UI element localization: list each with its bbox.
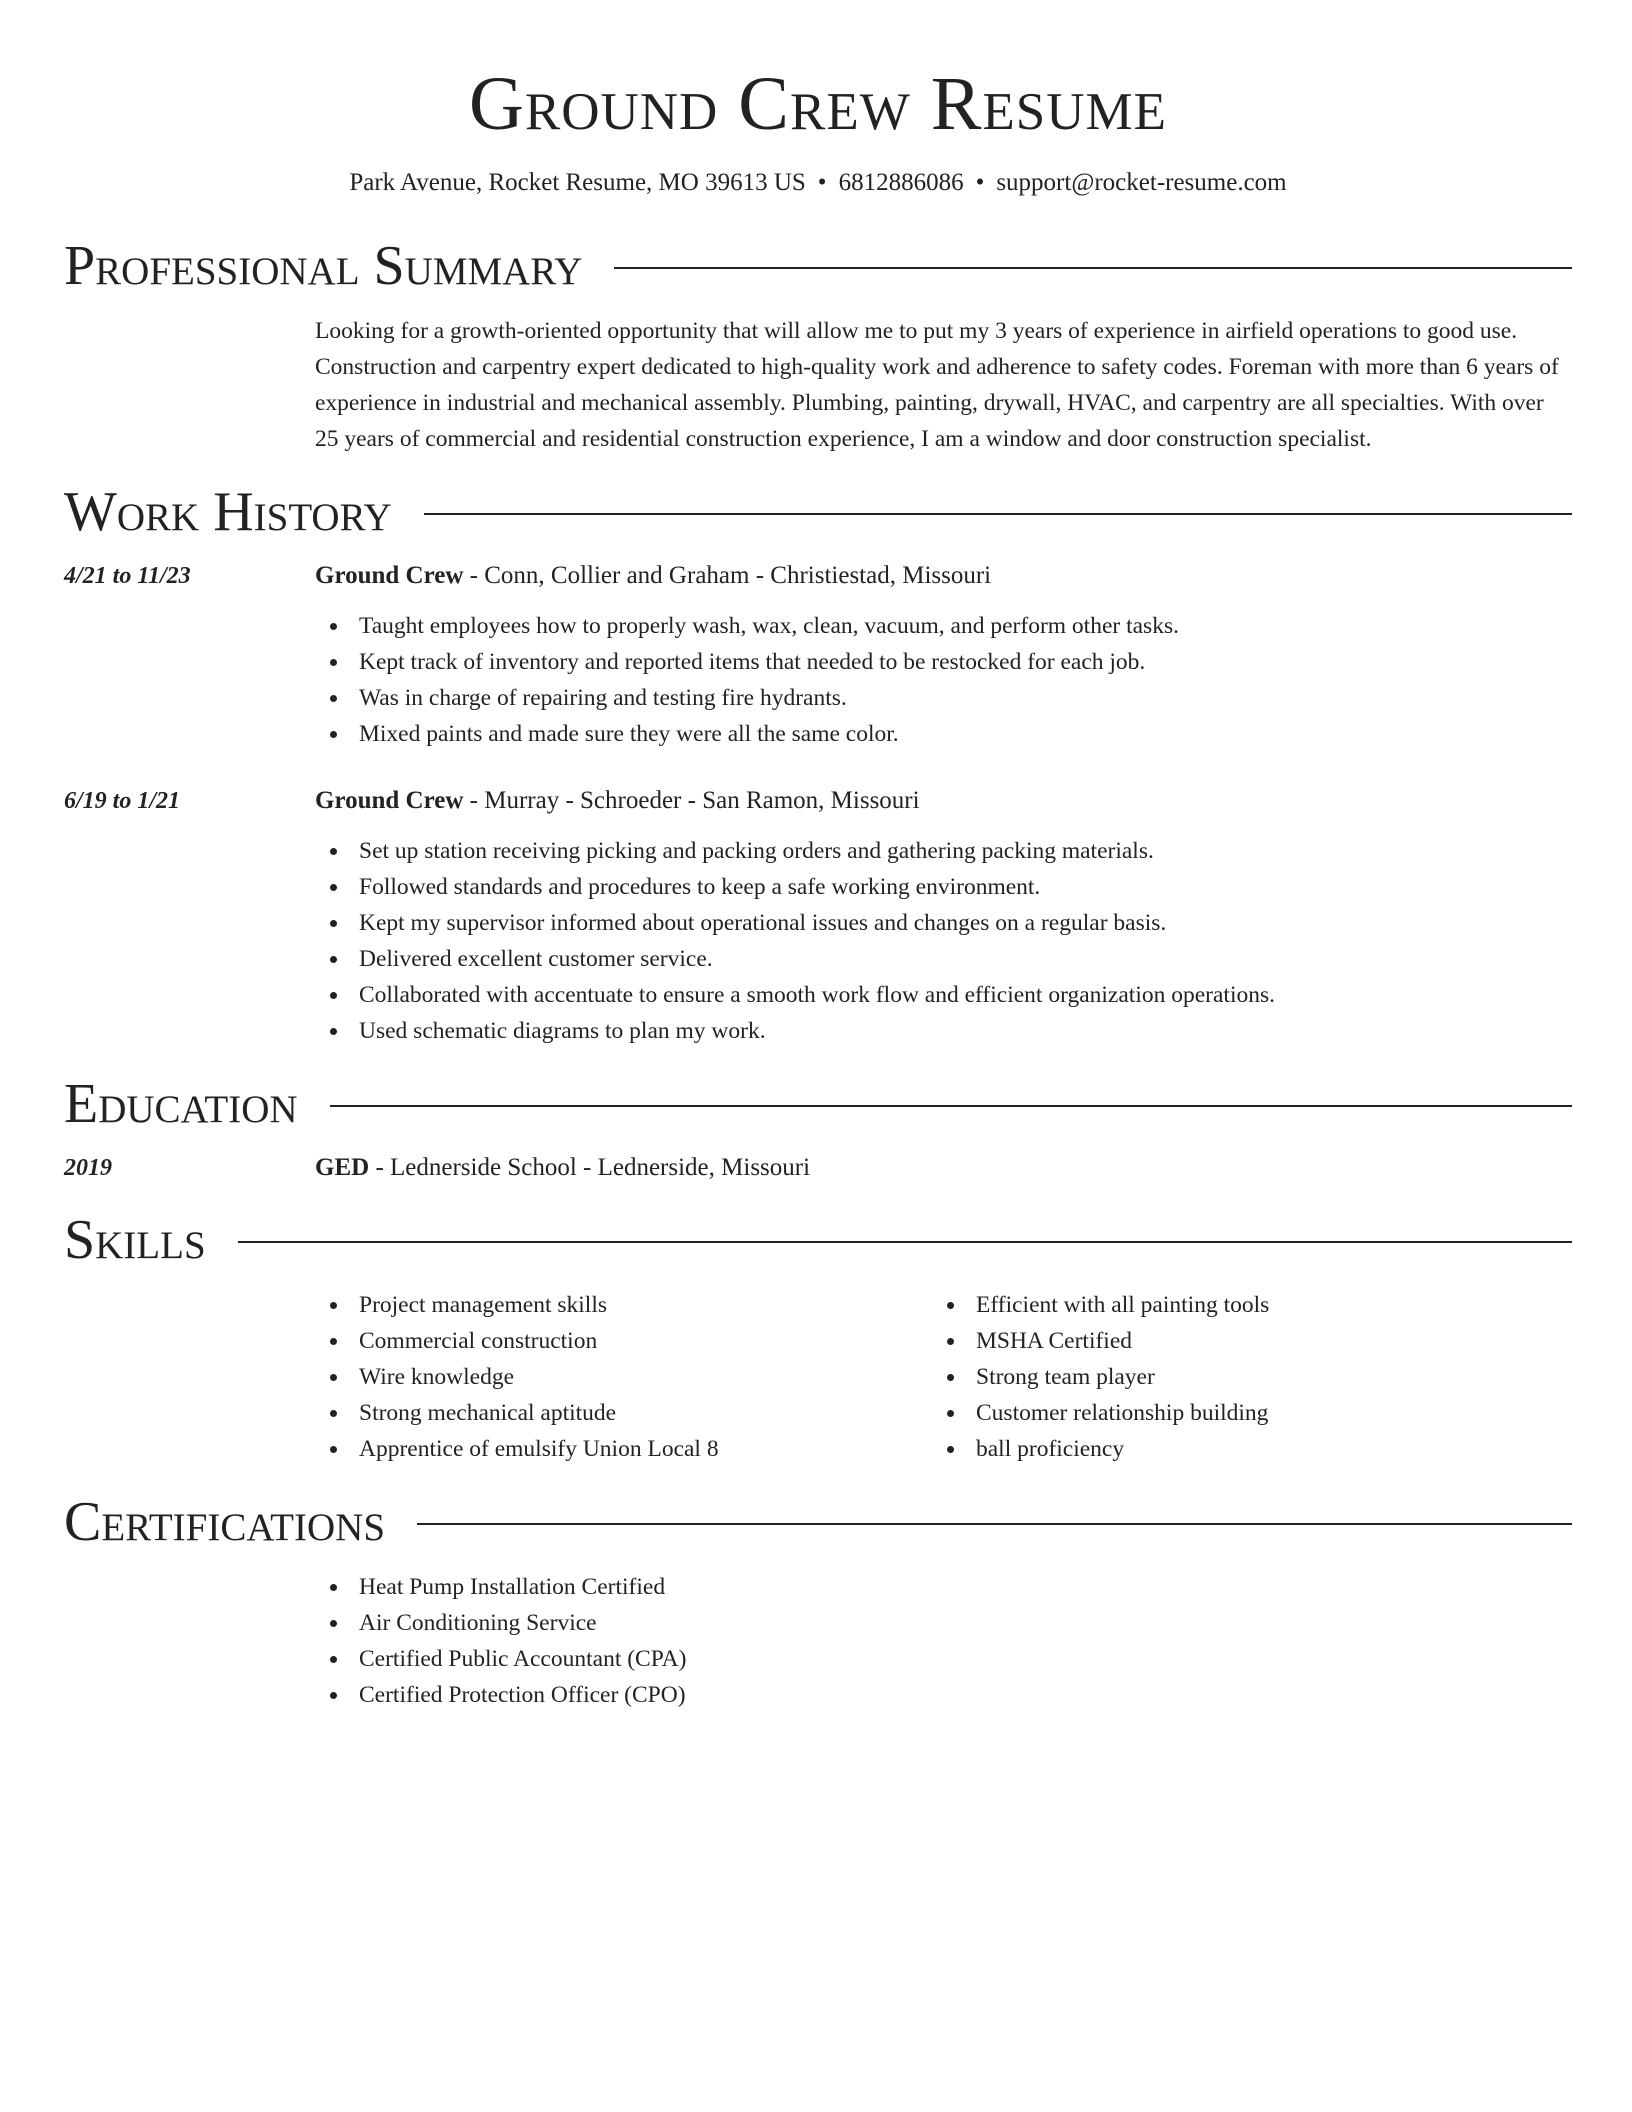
certifications-heading: Certifications bbox=[64, 1491, 386, 1553]
list-item: Taught employees how to properly wash, wax, clean, vacuum, and perform other tasks. bbox=[315, 608, 1572, 644]
list-item: Commercial construction bbox=[315, 1323, 932, 1359]
resume-page bbox=[64, 0, 1572, 1713]
certifications-list bbox=[315, 1569, 1572, 1713]
education-main bbox=[315, 1151, 1572, 1185]
list-item: Kept track of inventory and reported items that needed to be restocked for each job. bbox=[315, 644, 1572, 680]
resume-title: Ground Crew Resume bbox=[468, 62, 1168, 146]
education-section-header bbox=[64, 1071, 1572, 1137]
section-divider bbox=[424, 513, 1572, 515]
skills-column-left bbox=[315, 1287, 932, 1467]
job-dates: 4/21 to 11/23 bbox=[64, 563, 191, 589]
section-divider bbox=[614, 267, 1572, 269]
work-heading: Work History bbox=[64, 481, 392, 543]
education-heading: Education bbox=[64, 1073, 298, 1135]
work-section-header bbox=[64, 479, 1572, 545]
skills-list bbox=[315, 1287, 1572, 1467]
skills-section-header bbox=[64, 1207, 1572, 1273]
list-item: Certified Protection Officer (CPO) bbox=[315, 1677, 1572, 1713]
list-item: Apprentice of emulsify Union Local 8 bbox=[315, 1431, 932, 1467]
job-entry bbox=[64, 784, 1572, 1049]
contact-separator: • bbox=[975, 169, 985, 196]
list-item: Mixed paints and made sure they were all the same color. bbox=[315, 716, 1572, 752]
list-item: Was in charge of repairing and testing fire hydrants. bbox=[315, 680, 1572, 716]
list-item: Wire knowledge bbox=[315, 1359, 932, 1395]
education-entry bbox=[64, 1151, 1572, 1185]
list-item: Collaborated with accentuate to ensure a smooth work flow and efficient organization operations. bbox=[315, 977, 1572, 1013]
list-item: Heat Pump Installation Certified bbox=[315, 1569, 1572, 1605]
job-title-line bbox=[315, 559, 1572, 593]
contact-email: support@rocket-resume.com bbox=[996, 169, 1287, 196]
list-item: Used schematic diagrams to plan my work. bbox=[315, 1013, 1572, 1049]
education-line bbox=[315, 1151, 1572, 1185]
list-item: Air Conditioning Service bbox=[315, 1605, 1572, 1641]
job-bullets bbox=[315, 833, 1572, 1049]
contact-phone: 6812886086 bbox=[838, 169, 964, 196]
summary-heading: Professional Summary bbox=[64, 235, 583, 297]
job-main bbox=[315, 784, 1572, 1049]
list-item: Strong team player bbox=[932, 1359, 1549, 1395]
list-item: Strong mechanical aptitude bbox=[315, 1395, 932, 1431]
job-main bbox=[315, 559, 1572, 752]
summary-text: Looking for a growth-oriented opportunity that will allow me to put my 3 years of experience in airfield operations to good use. Construction and carpentry expert dedicated to high-quality work and adherence to safety codes. Foreman with more than 6 years of experience in industrial and mechanical assembly. Plumbing, painting, drywall, HVAC, and carpentry are all specialties. With over 25 years of commercial and residential construction experience, I am a window and door construction specialist. bbox=[315, 318, 1559, 452]
job-bullets bbox=[315, 608, 1572, 752]
skills-heading: Skills bbox=[64, 1209, 206, 1271]
education-year: 2019 bbox=[64, 1155, 112, 1181]
certifications-bullets bbox=[315, 1569, 1572, 1713]
education-degree: GED bbox=[315, 1154, 370, 1181]
summary-section bbox=[315, 313, 1572, 457]
list-item: MSHA Certified bbox=[932, 1323, 1549, 1359]
contact-address: Park Avenue, Rocket Resume, MO 39613 US bbox=[349, 169, 806, 196]
contact-line bbox=[64, 166, 1572, 200]
job-employer: - Murray - Schroeder - San Ramon, Missouri bbox=[463, 787, 920, 814]
list-item: Kept my supervisor informed about operational issues and changes on a regular basis. bbox=[315, 905, 1572, 941]
summary-section-header bbox=[64, 233, 1572, 299]
list-item: Delivered excellent customer service. bbox=[315, 941, 1572, 977]
list-item: Customer relationship building bbox=[932, 1395, 1549, 1431]
job-title: Ground Crew bbox=[315, 787, 464, 814]
job-employer: - Conn, Collier and Graham - Christiestad, Missouri bbox=[463, 562, 992, 589]
job-title: Ground Crew bbox=[315, 562, 464, 589]
section-divider bbox=[238, 1241, 1572, 1243]
list-item: Efficient with all painting tools bbox=[932, 1287, 1549, 1323]
job-dates: 6/19 to 1/21 bbox=[64, 788, 181, 814]
list-item: ball proficiency bbox=[932, 1431, 1549, 1467]
education-school: - Lednerside School - Lednerside, Missouri bbox=[369, 1154, 811, 1181]
certifications-section-header bbox=[64, 1489, 1572, 1555]
skills-column-right bbox=[932, 1287, 1549, 1467]
section-divider bbox=[417, 1523, 1572, 1525]
list-item: Certified Public Accountant (CPA) bbox=[315, 1641, 1572, 1677]
job-entry bbox=[64, 559, 1572, 752]
job-title-line bbox=[315, 784, 1572, 818]
contact-separator: • bbox=[817, 169, 827, 196]
list-item: Set up station receiving picking and packing orders and gathering packing materials. bbox=[315, 833, 1572, 869]
section-divider bbox=[330, 1105, 1572, 1107]
list-item: Followed standards and procedures to keep a safe working environment. bbox=[315, 869, 1572, 905]
list-item: Project management skills bbox=[315, 1287, 932, 1323]
